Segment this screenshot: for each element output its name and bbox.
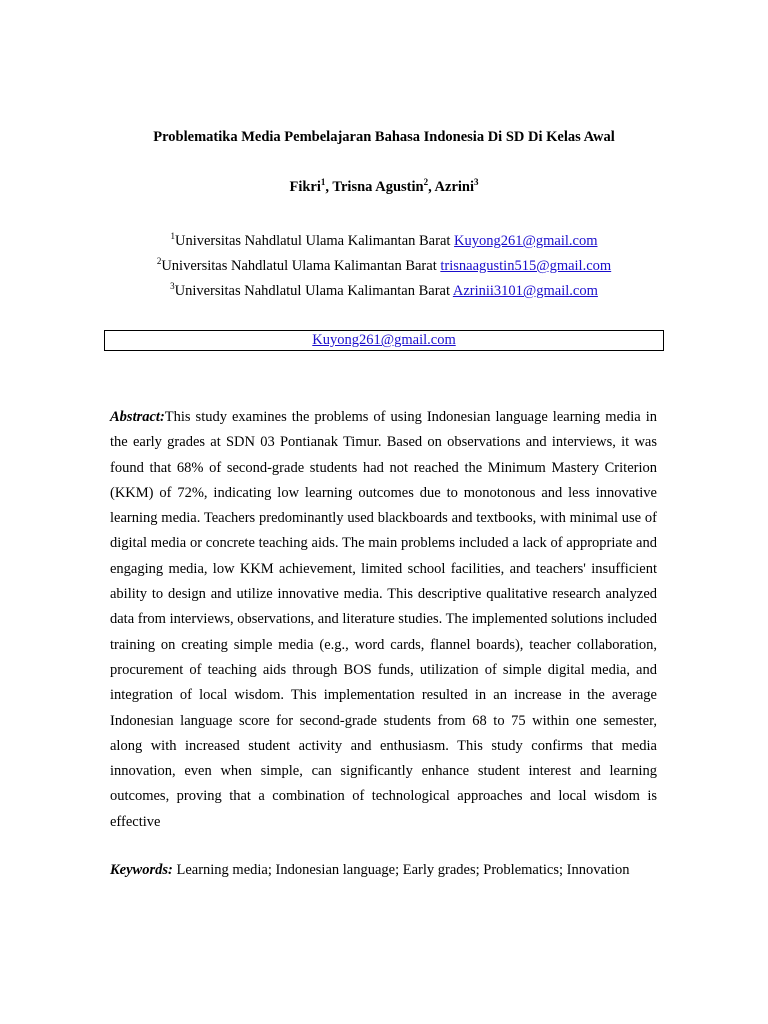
affiliation-superscript: 2 <box>156 256 162 267</box>
affiliation-institution: Universitas Nahdlatul Ulama Kalimantan Barat <box>174 283 451 299</box>
keywords-text: Learning media; Indonesian language; Early grades; Problematics; Innovation <box>176 862 630 878</box>
corresponding-email-link[interactable]: Kuyong261@gmail.com <box>312 332 456 348</box>
author-superscript: 2 <box>423 177 429 188</box>
keywords-paragraph <box>110 858 657 883</box>
affiliation-email-link[interactable]: Kuyong261@gmail.com <box>454 233 598 249</box>
author-separator: , <box>325 179 333 195</box>
author-name: Fikri <box>289 179 321 195</box>
affiliation-superscript: 3 <box>170 281 175 292</box>
abstract-paragraph <box>110 405 657 835</box>
abstract-text: This study examines the problems of using Indonesian language learning media in the early grades at SDN 03 Pontianak Timur. Based on observations and interviews, it was found that 68% of second-grade students had not reached the Minimum Mastery Criterion (KKM) of 72%, indicating low learning outcomes due to monotonous and less innovative learning media. Teachers predominantly used blackboards and textbooks, with minimal use of digital media or concrete teaching aids. The main problems included a lack of appropriate and engaging media, low KKM achievement, limited school facilities, and teachers' insufficient ability to design and utilize innovative media. This descriptive qualitative research analyzed data from interviews, observations, and literature studies. The implemented solutions included training on creating simple media (e.g., word cards, flannel boards), teacher collaboration, procurement of teaching aids through BOS funds, utilization of simple digital media, and integration of local wisdom. This implementation resulted in an increase in the average Indonesian language score for second-grade students from 68 to 75 within one semester, along with increased student activity and enthusiasm. This study confirms that media innovation, even when simple, can significantly enhance student interest and learning outcomes, proving that a combination of technological approaches and local wisdom is effective <box>110 409 657 830</box>
author-superscript: 3 <box>474 177 479 188</box>
affiliation-email-link[interactable]: trisnaagustin515@gmail.com <box>440 258 612 274</box>
affiliation-line <box>0 254 768 279</box>
keywords-label: Keywords: <box>110 862 173 878</box>
affiliation-list <box>0 229 768 304</box>
author-name: Trisna Agustin <box>332 179 424 195</box>
paper-title: Problematika Media Pembelajaran Bahasa Indonesia Di SD Di Kelas Awal <box>153 129 615 145</box>
corresponding-email-box <box>104 330 664 351</box>
abstract-label: Abstract: <box>110 409 165 425</box>
affiliation-institution: Universitas Nahdlatul Ulama Kalimantan Barat <box>161 258 437 274</box>
affiliation-email-link[interactable]: Azrinii3101@gmail.com <box>452 283 598 299</box>
author-list <box>0 178 768 196</box>
author-name: Azrini <box>434 179 475 195</box>
affiliation-superscript: 1 <box>170 231 175 242</box>
affiliation-line <box>0 229 768 254</box>
author-superscript: 1 <box>320 177 326 188</box>
affiliation-institution: Universitas Nahdlatul Ulama Kalimantan Barat <box>175 233 451 249</box>
affiliation-line <box>0 279 768 304</box>
author-separator: , <box>428 179 435 195</box>
